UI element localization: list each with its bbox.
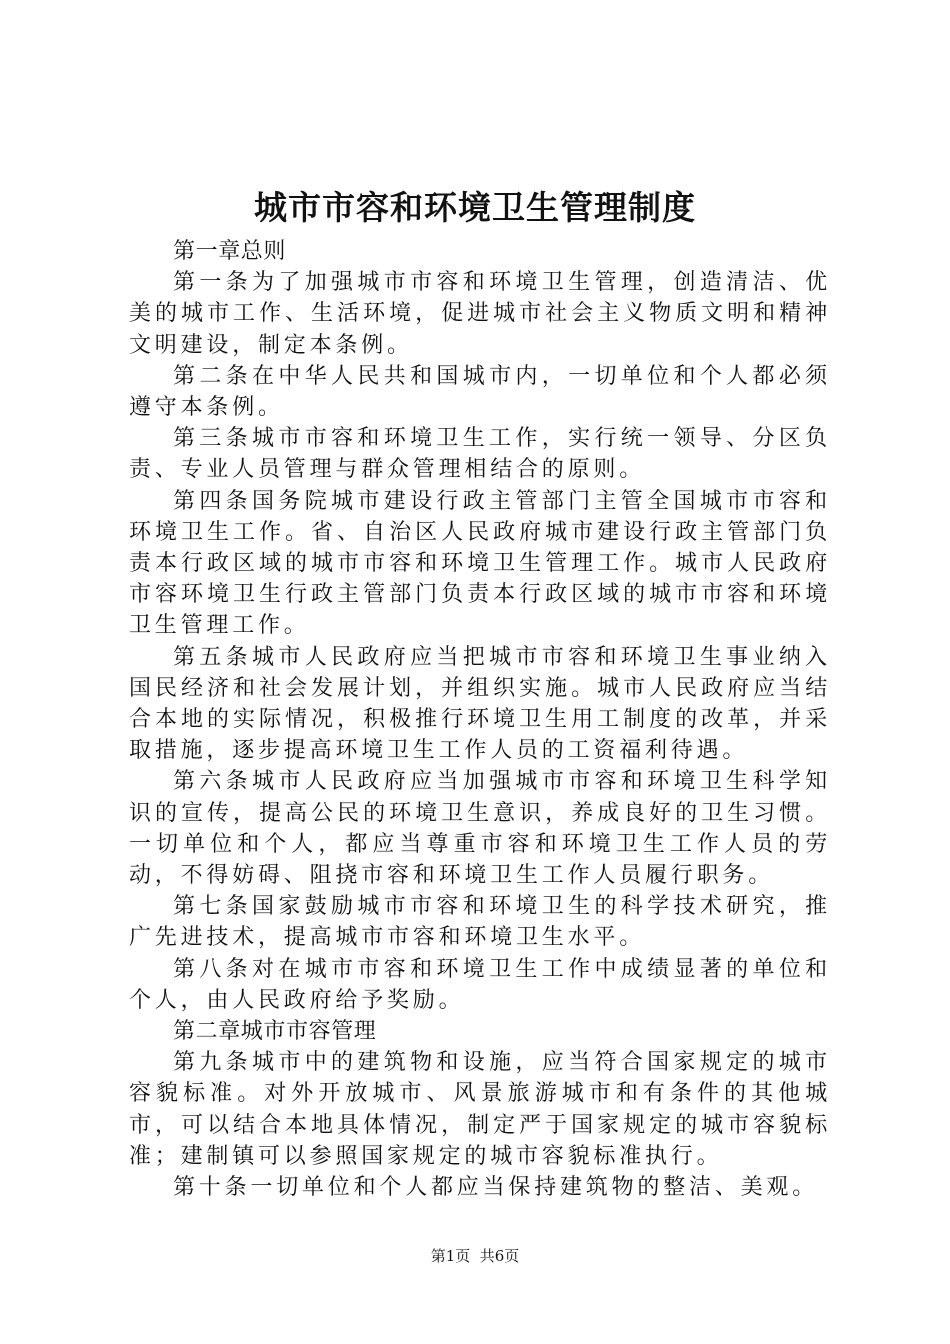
chapter-heading: 第二章城市市容管理 [173, 1019, 377, 1045]
article-paragraph: 第四条国务院城市建设行政主管部门主管全国城市市容和环境卫生工作。省、自治区人民政府城市建设行政主管部门负责本行政区域的城市市容和环境卫生管理工作。城市人民政府市容环境卫生行政主管部门负责本行政区域的城市市容和环境卫生管理工作。 [129, 488, 831, 639]
article-paragraph: 第十条一切单位和个人都应当保持建筑物的整洁、美观。 [173, 1175, 819, 1201]
article-paragraph: 第六条城市人民政府应当加强城市市容和环境卫生科学知识的宣传，提高公民的环境卫生意识，养成良好的卫生习惯。一切单位和个人，都应当尊重市容和环境卫生工作人员的劳动，不得妨碍、阻挠市容和环境卫生工作人员履行职务。 [129, 769, 831, 889]
article-paragraph: 第三条城市市容和环境卫生工作，实行统一领导、分区负责、专业人员管理与群众管理相结合的原则。 [129, 426, 831, 483]
document-title: 城市市容和环境卫生管理制度 [254, 188, 696, 227]
article-paragraph: 第七条国家鼓励城市市容和环境卫生的科学技术研究，推广先进技术，提高城市市容和环境卫生水平。 [129, 894, 831, 951]
article-paragraph: 第八条对在城市市容和环境卫生工作中成绩显著的单位和个人，由人民政府给予奖励。 [129, 956, 831, 1013]
article-paragraph: 第二条在中华人民共和国城市内，一切单位和个人都必须遵守本条例。 [129, 363, 831, 421]
article-paragraph: 第五条城市人民政府应当把城市市容和环境卫生事业纳入国民经济和社会发展计划，并组织实施。城市人民政府应当结合本地的实际情况，积极推行环境卫生用工制度的改革，并采取措施，逐步提高环境卫生工作人员的工资福利待遇。 [129, 644, 831, 764]
page-number-label: 第1页 共6页 [430, 1247, 520, 1265]
article-paragraph: 第九条城市中的建筑物和设施，应当符合国家规定的城市容貌标准。对外开放城市、风景旅游城市和有条件的其他城市，可以结合本地具体情况，制定严于国家规定的城市容貌标准；建制镇可以参照国家规定的城市容貌标准执行。 [129, 1050, 831, 1169]
article-paragraph: 第一条为了加强城市市容和环境卫生管理，创造清洁、优美的城市工作、生活环境，促进城市社会主义物质文明和精神文明建设，制定本条例。 [129, 270, 831, 358]
document-body [129, 236, 831, 1203]
page-footer [0, 1246, 950, 1266]
chapter-heading: 第一章总则 [173, 239, 287, 264]
